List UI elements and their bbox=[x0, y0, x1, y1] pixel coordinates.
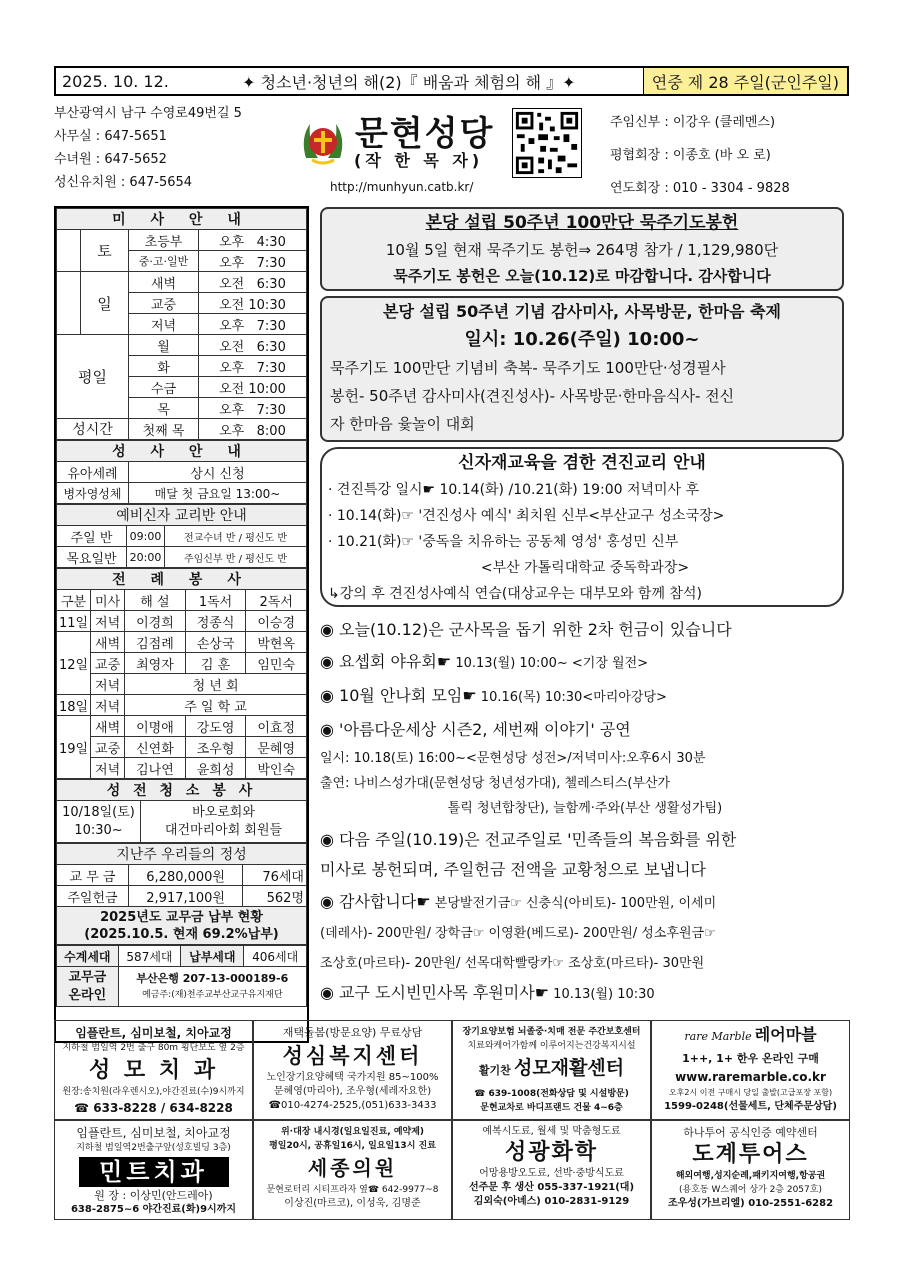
class-cell: 주임신부 반 / 평신도 반 bbox=[165, 547, 307, 568]
household-table bbox=[56, 945, 307, 1007]
liturgy-cell: 윤희성 bbox=[185, 758, 246, 779]
ad-dogye-tours[interactable]: 하나투어 공식인증 예약센터 도계투어스 해외여행,성지순례,패키지여행,항공권 (용호동 W스퀘어 상가 2층 2057호) 조우성(가브리엘) 010-2551-6282 bbox=[651, 1120, 850, 1220]
rosary-title: 본당 설립 50주년 100만단 묵주기도봉헌 bbox=[425, 213, 739, 233]
mass-time: 오전 10:30 bbox=[199, 293, 307, 314]
ad-seongmo-rehab[interactable]: 장기요양보험 뇌졸중·치매 전문 주간보호센터 치료와케어가함께 이루어지는건강복지시설 활기찬 성모재활센터 ☎ 639-1008(전화상담 및 시설방문) 문현교차로 바디프랜드 건물 4~6층 bbox=[452, 1020, 651, 1120]
convent-phone: 수녀원 : 647-5652 bbox=[54, 152, 167, 167]
mass-cell: 화 bbox=[129, 356, 199, 377]
mass-cell: 월 bbox=[129, 335, 199, 356]
cleaning-title: 성 전 청 소 봉 사 bbox=[57, 780, 307, 801]
liturgy-cell: 정종식 bbox=[185, 611, 246, 632]
liturgy-day: 18일 bbox=[57, 695, 91, 716]
sacrament-cell: 상시 신청 bbox=[129, 462, 307, 483]
ad-seongsim-welfare[interactable]: 재택돌봄(방문요양) 무료상담 성심복지센터 노인장기요양혜택 국가지원 85~100% 문혜영(마리아), 조우형(세레자요한) ☎010-4274-2525,(051)633-3433 bbox=[253, 1020, 452, 1120]
notice-joseph-outing: ◉ 요셉회 야유회☛ 10.13(월) 10:00~ <기장 월전> bbox=[320, 652, 649, 671]
dues-status: 2025년도 교무금 납부 현황 (2025.10.5. 현재 69.2%납부) bbox=[57, 907, 307, 945]
cleaning-who: 바오로회와 대건마리아회 회원들 bbox=[141, 801, 307, 843]
mass-schedule-table bbox=[56, 208, 307, 440]
contact-info bbox=[54, 102, 242, 194]
confirmation-title: 신자재교육을 겸한 견진교리 안내 bbox=[458, 453, 706, 473]
liturgy-cell: 임민숙 bbox=[246, 653, 307, 674]
mass-title: 미 사 안 내 bbox=[57, 209, 307, 230]
bank-account: 부산은행 207-13-000189-6 예금주:(재)천주교부산교구유지재단 bbox=[118, 967, 306, 1007]
mass-cell: 첫째 목 bbox=[129, 419, 199, 440]
household-cell: 납부세대 bbox=[181, 946, 244, 967]
class-cell: 전교수녀 반 / 평신도 반 bbox=[165, 526, 307, 547]
sacrament-cell: 유아세례 bbox=[57, 462, 129, 483]
mass-cell: 초등부 bbox=[129, 230, 199, 251]
offering-cell: 76세대 bbox=[243, 865, 307, 886]
sacrament-cell: 병자영성체 bbox=[57, 483, 129, 504]
ad-seonggwang-chem[interactable]: 예복시도료, 월세 및 막춤형도료 성광화학 어망용방오도료, 선박·중방식도료 선주문 후 생산 055-337-1921(대) 김외숙(아녜스) 010-2831-9129 bbox=[452, 1120, 651, 1220]
rosary-fund-box bbox=[320, 207, 844, 291]
mass-time: 오후 7:30 bbox=[199, 398, 307, 419]
mass-time: 오전 10:00 bbox=[199, 377, 307, 398]
staff-info bbox=[610, 106, 790, 205]
liturgy-cell: 저녁 bbox=[91, 695, 125, 716]
mass-time: 오후 4:30 bbox=[199, 230, 307, 251]
class-cell: 목요일반 bbox=[57, 547, 127, 568]
confirmation-box bbox=[320, 447, 844, 607]
liturgy-cell: 이효정 bbox=[246, 716, 307, 737]
liturgy-cell: 박인숙 bbox=[246, 758, 307, 779]
ad-sejong-clinic[interactable]: 위·대장 내시경(일요일진료, 예약제) 평일20시, 공휴일16시, 일요일13시 진료 세종의원 문현로터리 시티프라자 옆☎ 642-9977~8 이상진(마르코), 이성욱, 김명준 bbox=[253, 1120, 452, 1220]
kindergarten-phone: 성신유치원 : 647-5654 bbox=[54, 175, 193, 190]
year-theme: ✦ 청소년·청년의 해(2)『 배움과 체험의 해 』✦ bbox=[242, 72, 576, 92]
notice-urban-poor-mass: ◉ 교구 도시빈민사목 후원미사☛ 10.13(월) 10:30 bbox=[320, 983, 655, 1002]
offering-cell: 2,917,100원 bbox=[129, 886, 243, 907]
liturgy-cell: 강도영 bbox=[185, 716, 246, 737]
church-url[interactable]: http://munhyun.catb.kr/ bbox=[330, 180, 474, 194]
address: 부산광역시 남구 수영로49번길 5 bbox=[54, 106, 242, 121]
household-cell: 수계세대 bbox=[57, 946, 119, 967]
liturgical-week: 연중 제 28 주일(군인주일) bbox=[643, 68, 847, 94]
liturgy-head: 미사 bbox=[91, 590, 125, 611]
sat-label: 토 bbox=[81, 230, 129, 272]
qr-code-icon[interactable] bbox=[512, 108, 582, 178]
church-name: 문현성당 bbox=[355, 114, 495, 154]
liturgy-cell: 김 훈 bbox=[185, 653, 246, 674]
bulletin-date: 2025. 10. 12. bbox=[62, 71, 169, 91]
ad-seongmo-dental[interactable]: 임플란트, 심미보철, 치아교정 지하철 범일역 2번 출구 80m 횡단보도 옆 2층 성 모 치 과 원장:송치원(라우렌시오),야간진료(수)9시까지 ☎ 633-8228 / 634-8228 bbox=[54, 1020, 253, 1120]
cleaning-table bbox=[56, 779, 307, 843]
liturgy-title: 전 례 봉 사 bbox=[57, 569, 307, 590]
rosary-close: 묵주기도 봉헌은 오늘(10.12)로 마감합니다. 감사합니다 bbox=[393, 267, 771, 285]
mass-time: 오후 7:30 bbox=[199, 356, 307, 377]
liturgy-day: 11일 bbox=[57, 611, 91, 632]
rosary-count: 10월 5일 현재 묵주기도 봉헌⇒ 264명 참가 / 1,129,980단 bbox=[385, 241, 779, 259]
online-label: 교무금 온라인 bbox=[57, 967, 119, 1007]
liturgy-cell: 새벽 bbox=[91, 632, 125, 653]
liturgy-head: 2독서 bbox=[246, 590, 307, 611]
offering-cell: 562명 bbox=[243, 886, 307, 907]
anniversary-title: 본당 설립 50주년 기념 감사미사, 사목방문, 한마음 축제 bbox=[383, 302, 781, 321]
liturgy-head: 1독서 bbox=[185, 590, 246, 611]
liturgy-head: 해 설 bbox=[125, 590, 186, 611]
youth-president: 연도회장 : 010 - 3304 - 9828 bbox=[610, 181, 790, 196]
concert-details: 일시: 10.18(토) 16:00~<문현성당 성전>/저녁미사:오후6시 30분 출연: 나비스성가대(문현성당 청년성가대), 첼레스티스(부산가 톨릭 청년합창단), 늘함께·주와(부산 생활성가팀) bbox=[320, 751, 723, 816]
sacrament-table bbox=[56, 440, 307, 504]
weekday-label: 평일 bbox=[57, 335, 129, 419]
mass-time: 오전 6:30 bbox=[199, 272, 307, 293]
liturgy-cell: 청 년 회 bbox=[125, 674, 307, 695]
council-president: 평협회장 : 이종호 (바 오 로) bbox=[610, 148, 771, 163]
liturgy-cell: 이명애 bbox=[125, 716, 186, 737]
liturgy-cell: 저녁 bbox=[91, 758, 125, 779]
confirmation-details: · 견진특강 일시☛ 10.14(화) /10.21(화) 19:00 저녁미사 후 · 10.14(화)☞ '견진성사 예식' 최치원 신부<부산교구 성소국장> · 10.21(화)☞ '중독을 치유하는 공동체 영성' 홍성민 신부 <부산 가톨릭대학교 중독학과장> ↳강의 후 견진성사예식 연습(대상교우는 대부모와 함께 참석) bbox=[328, 482, 725, 602]
office-phone: 사무실 : 647-5651 bbox=[54, 129, 167, 144]
anniversary-box bbox=[320, 296, 844, 442]
sacrament-title: 성 사 안 내 bbox=[57, 441, 307, 462]
household-cell: 406세대 bbox=[244, 946, 307, 967]
ads-area bbox=[54, 1020, 850, 1220]
catechumen-table bbox=[56, 504, 307, 568]
sacrament-cell: 매달 첫 금요일 13:00~ bbox=[129, 483, 307, 504]
liturgy-cell: 저녁 bbox=[91, 611, 125, 632]
offering-cell: 6,280,000원 bbox=[129, 865, 243, 886]
anniversary-date: 일시: 10.26(주일) 10:00~ bbox=[464, 329, 700, 350]
offering-cell: 주일헌금 bbox=[57, 886, 129, 907]
liturgy-cell: 박현옥 bbox=[246, 632, 307, 653]
notice-mission-sunday: ◉ 다음 주일(10.19)은 전교주일로 '민족들의 복음화를 위한 미사로 봉헌되며, 주일헌금 전액을 교황청으로 보냅니다 bbox=[320, 830, 737, 879]
church-emblem-icon bbox=[298, 118, 348, 168]
church-subtitle: (작 한 목 자) bbox=[354, 151, 484, 170]
liturgy-cell: 교중 bbox=[91, 653, 125, 674]
mass-time: 오후 7:30 bbox=[199, 251, 307, 272]
anniversary-program: 묵주기도 100만단 기념비 축복- 묵주기도 100만단·성경필사 봉헌- 50주년 감사미사(견진성사)- 사목방문·한마음식사- 전신 자 한마음 윷놀이 대회 bbox=[330, 359, 735, 433]
class-cell: 09:00 bbox=[127, 526, 165, 547]
liturgy-cell: 저녁 bbox=[91, 674, 125, 695]
sun-label: 일 bbox=[81, 272, 129, 335]
liturgy-cell: 신연화 bbox=[125, 737, 186, 758]
class-cell: 20:00 bbox=[127, 547, 165, 568]
left-column bbox=[54, 206, 309, 1043]
liturgy-cell: 교중 bbox=[91, 737, 125, 758]
catechumen-title: 예비신자 교리반 안내 bbox=[57, 505, 307, 526]
liturgy-day: 12일 bbox=[57, 632, 91, 695]
mass-cell: 목 bbox=[129, 398, 199, 419]
liturgy-cell: 최영자 bbox=[125, 653, 186, 674]
mass-time: 오후 8:00 bbox=[199, 419, 307, 440]
header-bar bbox=[54, 66, 849, 96]
liturgy-cell: 새벽 bbox=[91, 716, 125, 737]
liturgy-cell: 조우형 bbox=[185, 737, 246, 758]
mass-cell: 저녁 bbox=[129, 314, 199, 335]
liturgy-head: 구분 bbox=[57, 590, 91, 611]
liturgy-cell: 손상국 bbox=[185, 632, 246, 653]
mass-time: 오전 6:30 bbox=[199, 335, 307, 356]
mass-cell: 교중 bbox=[129, 293, 199, 314]
household-cell: 587세대 bbox=[118, 946, 181, 967]
mass-cell: 중·고·일반 bbox=[129, 251, 199, 272]
pastor: 주임신부 : 이강우 (클레멘스) bbox=[610, 115, 776, 130]
notice-thanks: ◉ 감사합니다☛ 본당발전기금☞ 신충식(아비토)- 100만원, 이세미 (데레사)- 200만원/ 장학금☞ 이영환(베드로)- 200만원/ 성소후원금☞ 조상호(마르타)- 20만원/ 선목대학빨랑카☞ 조상호(마르타)- 30만원 bbox=[320, 892, 717, 971]
mass-time: 오후 7:30 bbox=[199, 314, 307, 335]
ad-mint-dental[interactable]: 임플란트, 심미보철, 치아교정 지하철 범일역2번출구앞(성호빌딩 3층) 민트치과 원 장 : 이상민(안드레아) 638-2875~6 야간진료(화)9시까지 bbox=[54, 1120, 253, 1220]
liturgy-cell: 이경희 bbox=[125, 611, 186, 632]
ad-raremarble[interactable]: rare Marble 레어마블 1++, 1+ 한우 온라인 구매 www.raremarble.co.kr 오후2시 이전 구매시 당일 출발(고급포장 포함) 1599-0248(선물세트, 단체주문상담) bbox=[651, 1020, 850, 1120]
liturgy-cell: 김나연 bbox=[125, 758, 186, 779]
notices bbox=[320, 614, 850, 1009]
holy-hour-label: 성시간 bbox=[57, 419, 129, 440]
offering-cell: 교 무 금 bbox=[57, 865, 129, 886]
mass-cell: 수금 bbox=[129, 377, 199, 398]
class-cell: 주일 반 bbox=[57, 526, 127, 547]
notice-anna-meeting: ◉ 10월 안나회 모임☛ 10.16(목) 10:30<마리아강당> bbox=[320, 686, 667, 705]
notice-concert: ◉ '아름다운세상 시즌2, 세번째 이야기' 공연 bbox=[320, 720, 631, 739]
liturgy-cell: 문혜영 bbox=[246, 737, 307, 758]
notice-2nd-collection: ◉ 오늘(10.12)은 군사목을 돕기 위한 2차 헌금이 있습니다 bbox=[320, 620, 732, 639]
mass-cell: 새벽 bbox=[129, 272, 199, 293]
liturgy-cell: 주 일 학 교 bbox=[125, 695, 307, 716]
offering-table bbox=[56, 843, 307, 945]
liturgy-cell: 김점례 bbox=[125, 632, 186, 653]
liturgy-table bbox=[56, 568, 307, 779]
liturgy-cell: 이승경 bbox=[246, 611, 307, 632]
liturgy-day: 19일 bbox=[57, 716, 91, 779]
cleaning-when: 10/18일(토) 10:30~ bbox=[57, 801, 141, 843]
offering-title: 지난주 우리들의 정성 bbox=[57, 844, 307, 865]
